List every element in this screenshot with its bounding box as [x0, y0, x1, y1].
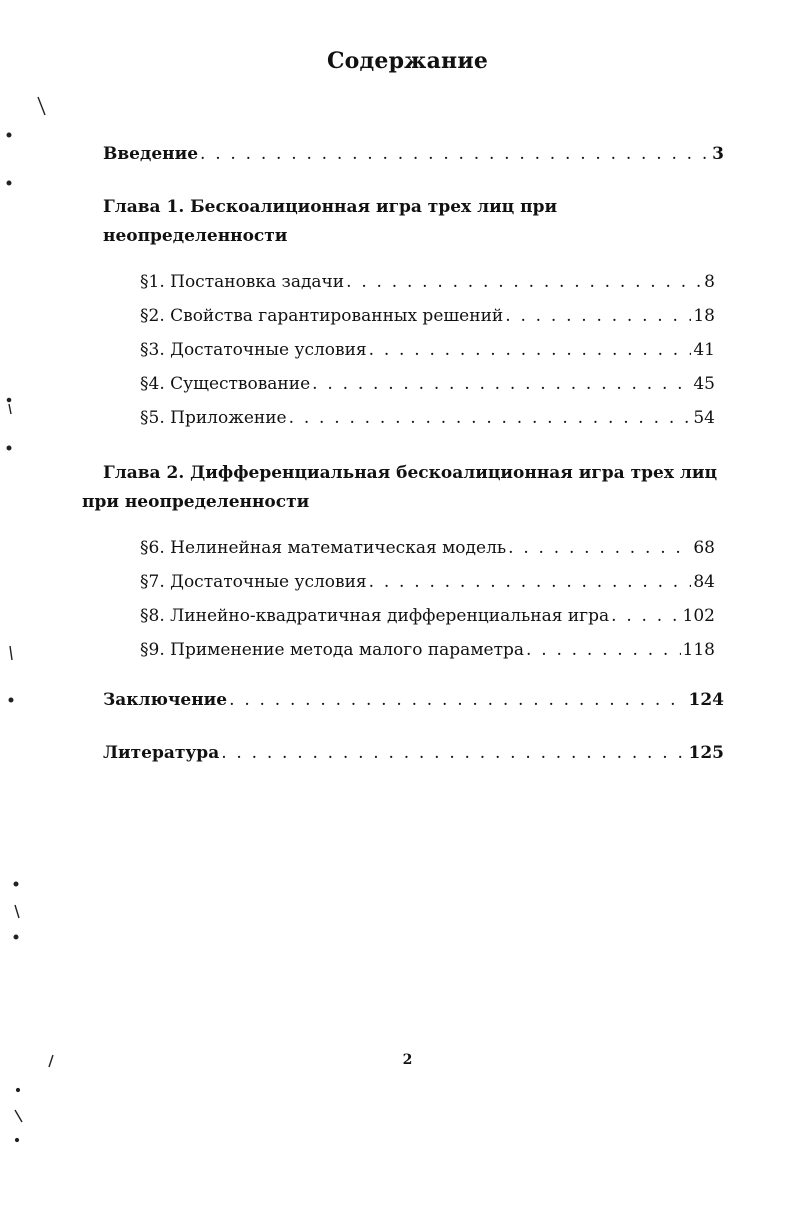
toc-entry-page: 124: [688, 690, 724, 710]
toc-entry-page: 45: [693, 374, 715, 394]
toc-entry-page: 18: [693, 306, 715, 326]
toc-entry-page: 118: [682, 640, 715, 660]
toc-entry-label: §3. Достаточные условия: [140, 340, 367, 360]
toc-entry-page: 54: [693, 408, 715, 428]
page-number: 2: [402, 1052, 413, 1068]
toc-entry-page: 68: [693, 538, 715, 558]
page-title: Содержание: [326, 48, 489, 74]
toc-entry-page: 3: [712, 144, 724, 164]
toc-entry-label: §6. Нелинейная математическая модель: [140, 538, 507, 558]
toc-entry-label: §4. Существование: [140, 374, 311, 394]
toc-entry-page: 8: [704, 272, 715, 292]
chapter-1-heading[interactable]: Глава 1. Бескоалиционная игра трех лиц при неопределенности: [103, 197, 558, 246]
toc-entry-page: 84: [693, 572, 715, 592]
toc-entry-label: §1. Постановка задачи: [140, 272, 345, 292]
toc-entry-page: 102: [682, 606, 715, 626]
toc-entry-label: §2. Свойства гарантированных решений: [140, 306, 504, 326]
toc-entry-label: §5. Приложение: [140, 408, 287, 428]
toc-entry-label: §7. Достаточные условия: [140, 572, 367, 592]
chapter-2-heading[interactable]: Глава 2. Дифференциальная бескоалиционная игра трех лиц при неопределенности: [82, 463, 718, 512]
toc-entry-page: 125: [688, 743, 724, 763]
toc-entry-label: §8. Линейно-квадратичная дифференциальная игра: [140, 606, 610, 626]
toc-entry-label: Введение: [103, 144, 199, 164]
toc-entry-label: Заключение: [103, 690, 228, 710]
toc-entry-label: §9. Применение метода малого параметра: [140, 640, 525, 660]
toc-entry-page: 41: [693, 340, 715, 360]
toc-entry-label: Литература: [103, 743, 220, 763]
